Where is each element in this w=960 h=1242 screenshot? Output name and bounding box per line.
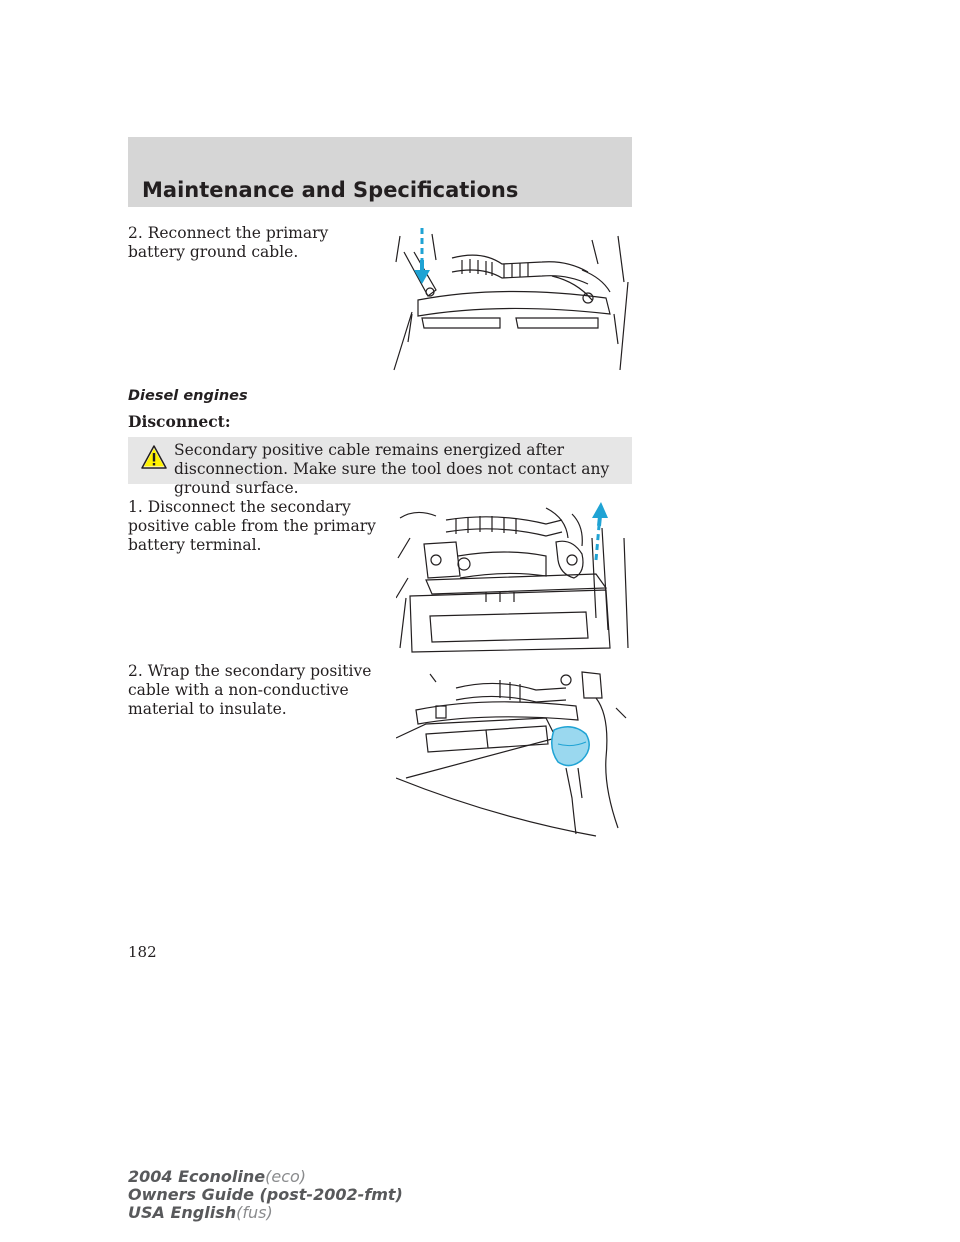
step-reconnect-text: 2. Reconnect the primary battery ground cable. bbox=[128, 224, 329, 261]
footer-line-guide bbox=[128, 1186, 403, 1204]
disconnect-label: Disconnect: bbox=[128, 412, 231, 431]
page-title: Maintenance and Specifications bbox=[142, 178, 519, 202]
footer-line-language bbox=[128, 1204, 403, 1222]
warning-triangle-icon bbox=[141, 445, 167, 469]
footer-language-name: USA English bbox=[128, 1203, 237, 1222]
diesel-engines-heading: Diesel engines bbox=[128, 388, 248, 404]
insulate-cable-illustration bbox=[396, 668, 632, 838]
footer-model-code: (eco) bbox=[265, 1167, 307, 1186]
step2-text: 2. Wrap the secondary positive cable with a non-conductive material to insulate. bbox=[128, 662, 372, 718]
battery-ground-illustration bbox=[392, 222, 632, 372]
footer-language-code: (fus) bbox=[236, 1203, 273, 1222]
footer bbox=[128, 1168, 403, 1222]
step1-text: 1. Disconnect the secondary positive cable from the primary battery terminal. bbox=[128, 498, 376, 554]
warning-text: Secondary positive cable remains energized after disconnection. Make sure the tool does not contact any ground surface. bbox=[174, 441, 610, 497]
arrow-up-icon bbox=[592, 502, 608, 560]
secondary-cable-disconnect-illustration bbox=[396, 498, 632, 658]
page-number: 182 bbox=[128, 943, 157, 961]
footer-guide-name: Owners Guide (post-2002-fmt) bbox=[128, 1185, 403, 1204]
insulating-wrap-icon bbox=[552, 727, 589, 766]
footer-line-model bbox=[128, 1168, 403, 1186]
footer-model-name: 2004 Econoline bbox=[128, 1167, 266, 1186]
